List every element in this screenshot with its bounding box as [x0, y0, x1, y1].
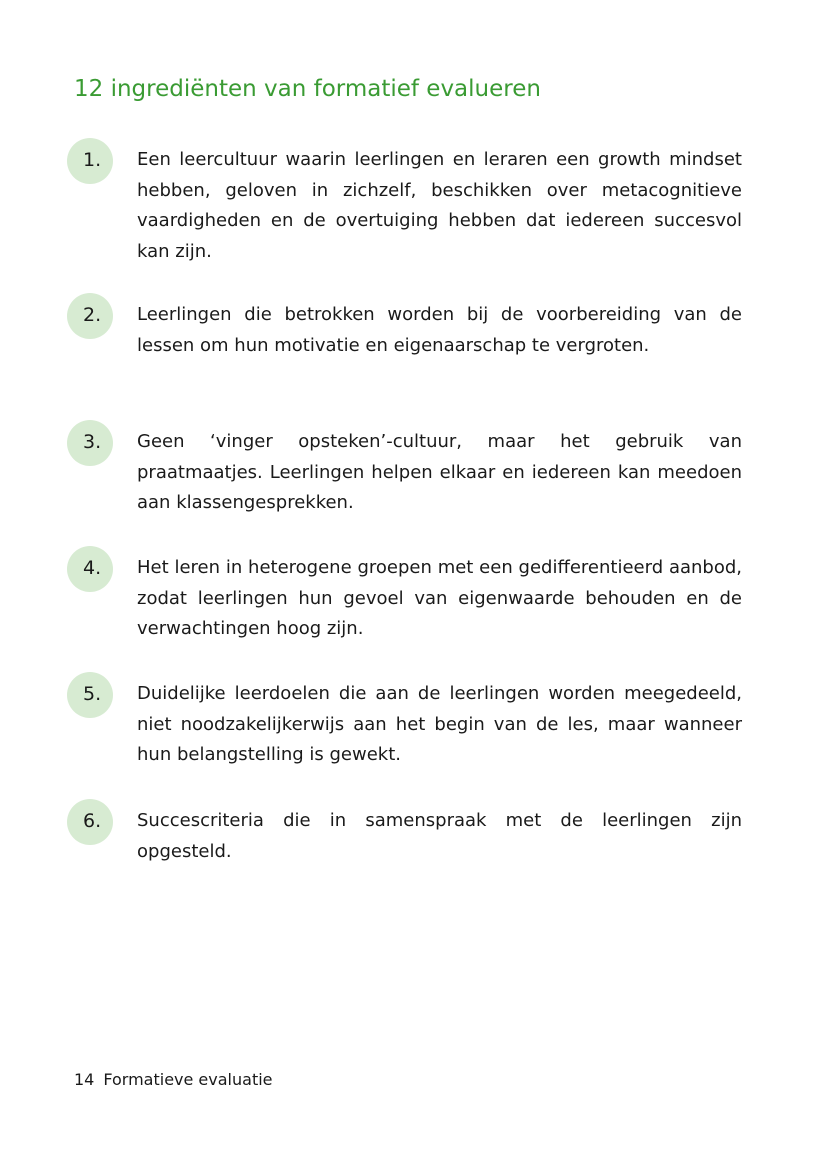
item-text: Duidelijke leerdoelen die aan de leerlingen worden meegedeeld, niet noodzakelijkerwijs aan het begin van de les, maar wanneer hun belangstelling is gewekt.	[137, 683, 742, 765]
item-text: Een leercultuur waarin leerlingen en leraren een growth mindset hebben, geloven in zichzelf, beschikken over metacognitieve vaardigheden en de overtuiging hebben dat iedereen succesvol kan zijn.	[137, 149, 742, 262]
page-title: 12 ingrediënten van formatief evalueren	[74, 76, 541, 102]
item-text: Het leren in heterogene groepen met een gedifferentieerd aanbod, zodat leerlingen hun gevoel van eigenwaarde behouden en de verwachtingen hoog zijn.	[137, 557, 742, 639]
item-number: 6.	[83, 810, 102, 832]
item-text: Leerlingen die betrokken worden bij de voorbereiding van de lessen om hun motivatie en eigenaarschap te vergroten.	[137, 304, 742, 356]
page-footer	[74, 1069, 273, 1091]
item-text: Succescriteria die in samenspraak met de leerlingen zijn opgesteld.	[137, 810, 742, 862]
list-item	[67, 293, 747, 393]
list-item	[67, 420, 747, 520]
item-number: 4.	[83, 557, 102, 579]
page-number: 14	[74, 1070, 95, 1089]
list-item	[67, 672, 747, 772]
list-item	[67, 799, 747, 899]
running-title: Formatieve evaluatie	[103, 1070, 273, 1089]
item-text: Geen ‘vinger opsteken’-cultuur, maar het gebruik van praatmaatjes. Leerlingen helpen elkaar en iedereen kan meedoen aan klassengesprekken.	[137, 431, 742, 513]
item-number: 1.	[83, 149, 102, 171]
list-item	[67, 546, 747, 646]
list-item	[67, 138, 747, 262]
item-number: 3.	[83, 431, 102, 453]
item-number: 5.	[83, 683, 102, 705]
item-number: 2.	[83, 304, 102, 326]
